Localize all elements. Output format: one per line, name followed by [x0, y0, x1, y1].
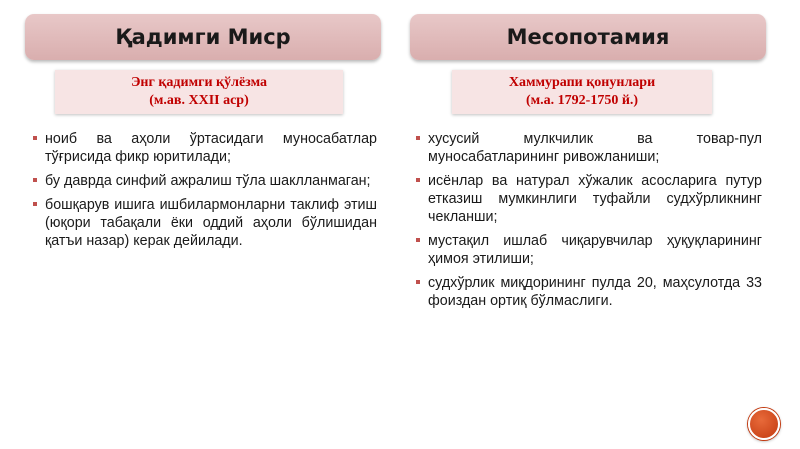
left-header: [25, 14, 381, 60]
circle-nav-icon[interactable]: [748, 408, 780, 440]
left-subtitle-box: [55, 70, 343, 114]
right-subtitle-box: [452, 70, 712, 114]
list-item: хусусий мулкчилик ва товар-пул муносабатларининг ривожланиши;: [428, 131, 762, 165]
list-item: бошқарув ишига ишбилармонларни таклиф этиш (юқори табақали ёки оддий аҳоли бўлишидан қатъи назар) керак дейилади.: [45, 197, 377, 249]
left-title: Қадимги Миср: [115, 25, 291, 49]
list-item: ноиб ва аҳоли ўртасидаги муносабатлар тўғрисида фикр юритилади;: [45, 131, 377, 165]
right-subtitle-line1: Хаммурапи қонунлари: [508, 75, 656, 90]
list-item: судхўрлик миқдорининг пулда 20, маҳсулотда 33 фоиздан ортиқ бўлмаслиги.: [428, 275, 762, 309]
left-column: [25, 14, 381, 249]
right-column: [410, 14, 766, 309]
left-subtitle-line1: Энг қадимги қўлёзма: [130, 75, 268, 90]
left-subtitle-line2: (м.ав. XXII аср): [149, 93, 249, 108]
right-subtitle-line2: (м.а. 1792-1750 й.): [525, 93, 639, 108]
right-title: Месопотамия: [506, 25, 670, 49]
list-item: исёнлар ва натурал хўжалик асосларига путур етказиш мумкинлиги туфайли судхўрликнинг чекланши;: [428, 173, 762, 225]
list-item: бу даврда синфий ажралиш тўла шаклланмаган;: [45, 172, 377, 190]
left-bullet-list: [45, 130, 377, 256]
right-bullet-list: [428, 130, 762, 316]
right-header: [410, 14, 766, 60]
list-item: мустақил ишлаб чиқарувчилар ҳуқуқларининг ҳимоя этилиши;: [428, 233, 762, 267]
